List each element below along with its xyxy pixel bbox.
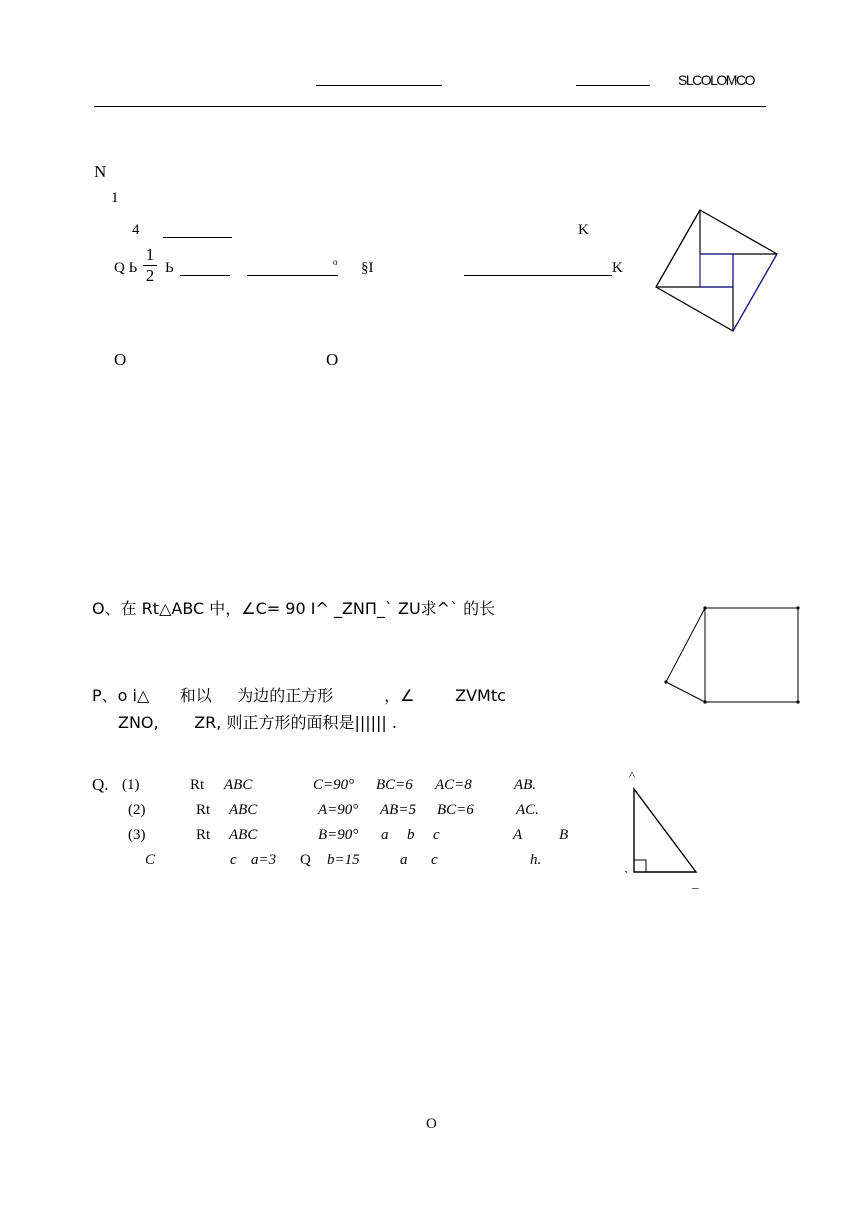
q4-line4-c2: c (431, 852, 438, 868)
q1-blank-1 (163, 237, 232, 238)
vertex-dot (703, 700, 706, 703)
q1-o-left: O (114, 350, 127, 369)
vertex-dot (796, 606, 799, 609)
q3-line1: P、o i△ 和以 为边的正方形 ，∠ ZVMtc (92, 686, 506, 705)
q4-part3-b: b (407, 827, 415, 843)
q4-part1-angle: C=90° (313, 777, 355, 793)
q4-line4-a: a (400, 852, 408, 868)
q2-text: O、在 Rt△ABC 中，∠C= 90 I^ _ZNП_` ZU求^` 的长 (92, 599, 496, 618)
q4-part1-num: (1) (122, 777, 140, 793)
q1-line1-start: 4 (132, 222, 140, 238)
q4-part1-ac: AC=8 (435, 777, 472, 793)
header-blank-1 (316, 85, 442, 86)
q1-o-right: O (326, 350, 339, 369)
triangle-label-bottom-left: ` (624, 868, 629, 883)
q1-line2-end: K (612, 260, 623, 276)
q4-part1-rt: Rt (190, 777, 205, 793)
q4-part3-rt: Rt (196, 827, 211, 843)
triangle (666, 608, 705, 702)
q1-blank-4 (464, 275, 612, 276)
q4-label: Q. (92, 775, 109, 794)
square-triangle-diagram (662, 605, 802, 705)
q1-symbol: §I (361, 260, 374, 276)
q4-part3-c: c (433, 827, 440, 843)
q4-line4-q: Q (300, 852, 311, 868)
q4-part2-abc: ABC (229, 802, 258, 818)
q1-line2-mid: Ь (165, 260, 174, 276)
q1-degree: o (333, 257, 338, 267)
fraction-numerator: 1 (145, 245, 155, 264)
diagram-line-blue (733, 254, 777, 331)
inner-square (700, 254, 733, 287)
q4-part3-abc: ABC (229, 827, 258, 843)
vertex-dot (796, 700, 799, 703)
q4-part1-abc: ABC (224, 777, 253, 793)
header-code: SLCOLOMCO (678, 72, 754, 88)
q4-line4-b15: b=15 (327, 852, 360, 868)
right-triangle-diagram (626, 786, 706, 876)
q1-line2-prefix: Q Ь (114, 260, 138, 276)
outer-square (656, 210, 777, 331)
q4-part3-a: a (381, 827, 389, 843)
q4-part2-angle: A=90° (318, 802, 359, 818)
q1-blank-3 (247, 275, 338, 276)
vertex-dot (703, 606, 706, 609)
q4-part2-num: (2) (128, 802, 146, 818)
q1-blank-2 (180, 275, 230, 276)
q4-part3-A: A (513, 827, 523, 843)
q1-number: 1 (111, 190, 119, 206)
fraction-denominator: 2 (145, 266, 155, 285)
q4-part2-bc: BC=6 (437, 802, 474, 818)
q4-part2-ab: AB=5 (380, 802, 416, 818)
triangle-label-bottom-right: _ (692, 875, 699, 890)
q1-line1-end: K (578, 222, 589, 238)
q4-part3-angle: B=90° (318, 827, 359, 843)
section-mark: N (94, 162, 107, 181)
diagram-line (656, 210, 700, 287)
q3-line2: ZNO, ZR, 则正方形的面积是|||||| . (118, 713, 397, 732)
square (705, 608, 798, 702)
q4-line4-c: c (230, 852, 237, 868)
q4-line4-h: h. (530, 852, 542, 868)
pinwheel-square-diagram (652, 206, 782, 336)
q4-part1-bc: BC=6 (376, 777, 413, 793)
q4-part3-B: B (559, 827, 569, 843)
page-number: O (426, 1116, 437, 1132)
q4-line4-a3: a=3 (251, 852, 277, 868)
triangle-label-top: ^ (629, 768, 636, 783)
right-angle-mark (634, 860, 646, 872)
header-blank-2 (576, 85, 650, 86)
q4-part1-target: AB. (514, 777, 537, 793)
q4-line4-C: C (145, 852, 156, 868)
q4-part2-rt: Rt (196, 802, 211, 818)
header-rule (94, 106, 766, 107)
q4-part3-num: (3) (128, 827, 146, 843)
vertex-dot (664, 680, 667, 683)
q4-part2-target: AC. (516, 802, 539, 818)
q1-fraction (143, 246, 157, 285)
